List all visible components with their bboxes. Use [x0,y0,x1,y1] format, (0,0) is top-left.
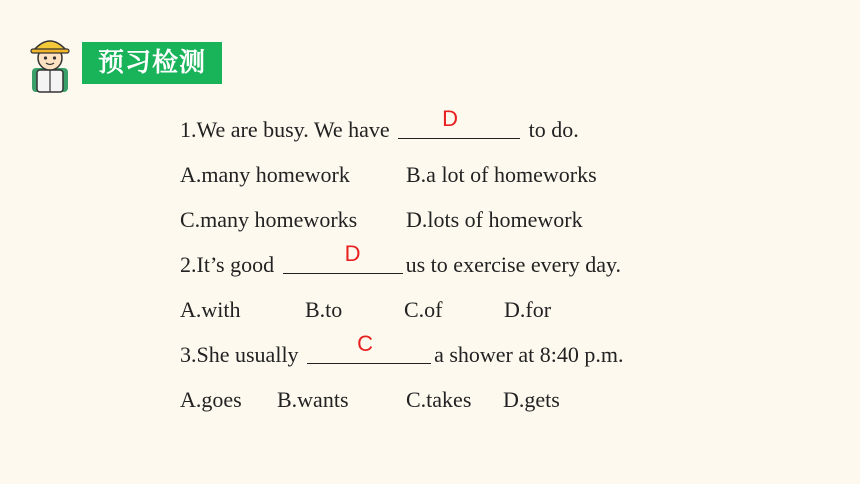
question-3 [180,332,820,377]
exercise-content [180,107,820,422]
question-3-option-b: B.wants [277,387,349,412]
question-2-options [180,287,820,332]
question-3-options [180,377,820,422]
question-2-option-b: B.to [305,297,343,322]
student-with-hat-icon [28,34,72,94]
question-1-stem-end: to do. [523,117,579,142]
question-3-option-d: D.gets [503,387,560,412]
question-2-option-a: A.with [180,297,241,322]
question-1-answer: D [442,106,459,131]
question-2-stem-end: us to exercise every day. [405,252,622,277]
question-3-stem-end: a shower at 8:40 p.m. [434,342,624,367]
question-2-answer: D [344,241,361,266]
question-2-option-c: C.of [404,297,443,322]
question-2-stem-start: 2.It’s good [180,252,280,277]
question-1-option-b: B.a lot of homeworks [406,162,597,187]
question-1-option-d: D.lots of homework [406,207,583,232]
question-2-option-d: D.for [504,297,552,322]
section-title-badge: 预习检测 [82,42,222,84]
question-1-option-c: C.many homeworks [180,207,358,232]
question-1-options-row-1 [180,152,820,197]
question-2 [180,242,820,287]
question-3-option-c: C.takes [406,387,472,412]
question-1-stem-start: 1.We are busy. We have [180,117,396,142]
question-1 [180,107,820,152]
question-1-blank [398,106,520,139]
question-2-blank [283,241,403,274]
question-1-option-a: A.many homework [180,162,350,187]
question-1-options-row-2 [180,197,820,242]
question-3-answer: C [357,331,373,356]
question-3-stem-start: 3.She usually [180,342,305,367]
question-3-blank [307,331,431,364]
question-3-option-a: A.goes [180,387,242,412]
